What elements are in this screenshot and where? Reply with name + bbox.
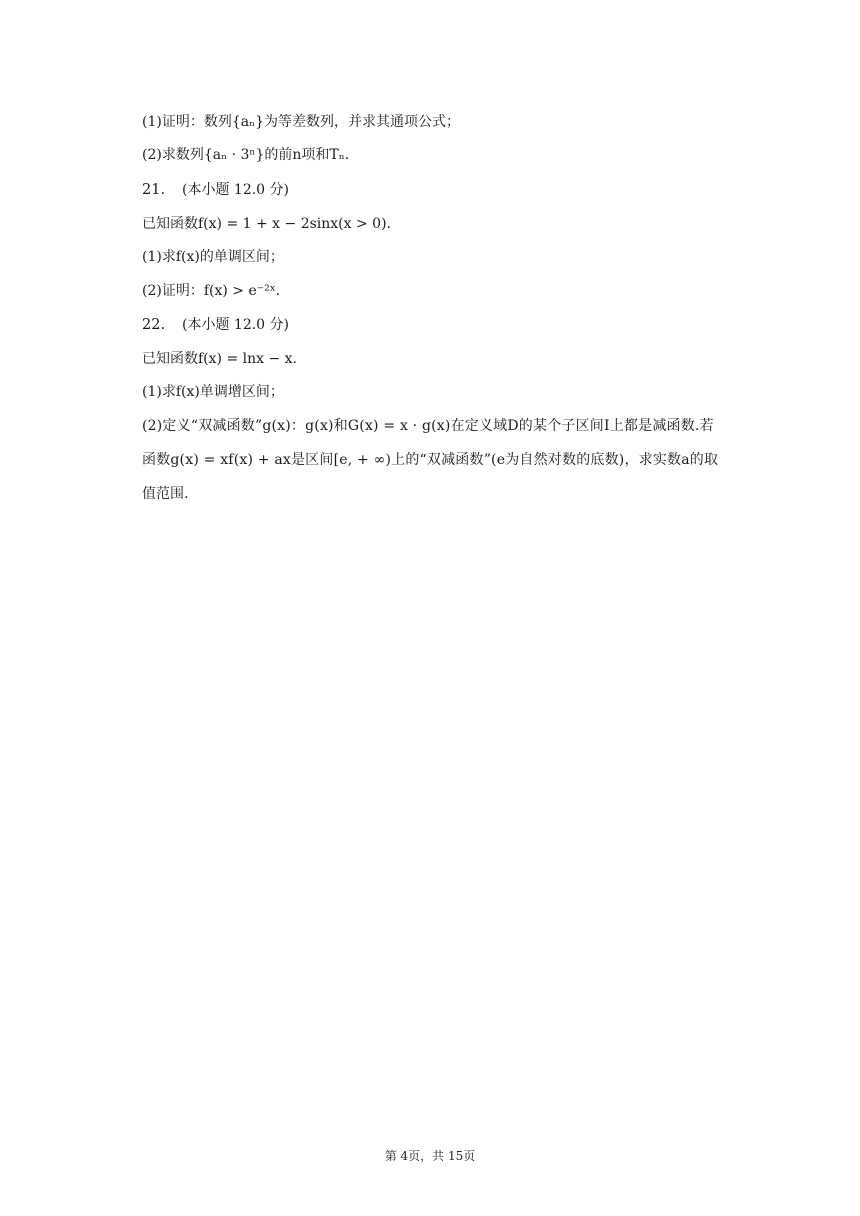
q21-points: (本小题 12.0 分)	[182, 182, 289, 198]
q21-number: 21.	[142, 182, 166, 198]
q20-part1: (1)证明：数列{aₙ}为等差数列，并求其通项公式；	[142, 114, 461, 130]
q22-stem: 已知函数f(x) = lnx − x.	[142, 351, 297, 367]
q22-points: (本小题 12.0 分)	[182, 317, 289, 333]
q22-number: 22.	[142, 317, 166, 333]
q21-stem: 已知函数f(x) = 1 + x − 2sinx(x > 0).	[142, 216, 391, 232]
q21-header	[142, 180, 289, 200]
q20-part2: (2)求数列{aₙ · 3ⁿ}的前n项和Tₙ.	[142, 147, 350, 163]
q22-part1: (1)求f(x)单调增区间；	[142, 384, 284, 400]
q21-part2: (2)证明：f(x) > e⁻²ˣ.	[142, 283, 281, 299]
q22-part2-line3: 值范围.	[142, 486, 189, 502]
q21-part1: (1)求f(x)的单调区间；	[142, 249, 284, 265]
q22-part2-line2: 函数g(x) = xf(x) + ax是区间[e, + ∞)上的“双减函数”(e为自然对数的底数)，求实数a的取	[142, 452, 719, 468]
page-footer: 第 4页，共 15页	[384, 1149, 476, 1163]
q22-part2-line1: (2)定义“双减函数”g(x)：g(x)和G(x) = x · g(x)在定义域D的某个子区间I上都是减函数.若	[142, 418, 714, 434]
q22-header	[142, 315, 289, 335]
